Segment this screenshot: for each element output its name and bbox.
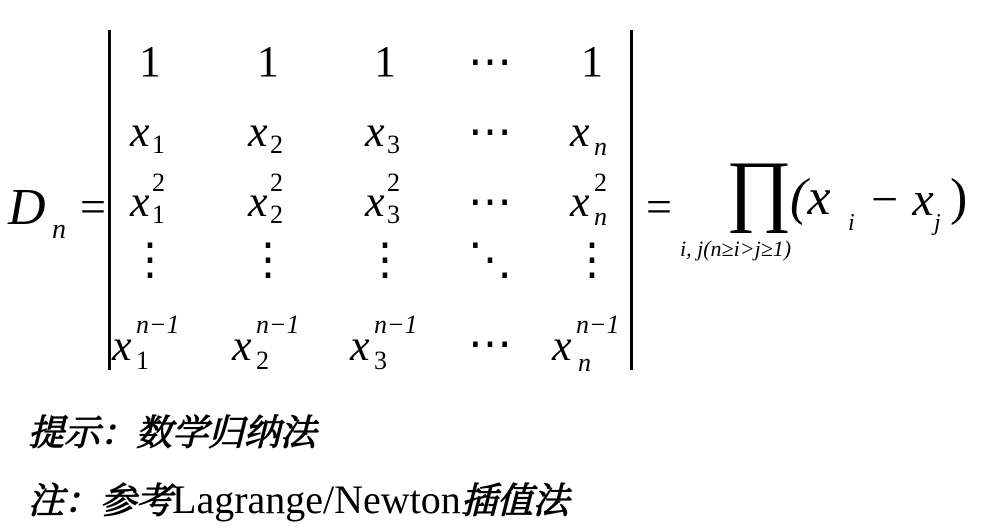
cell-r4-c1: ⋮: [128, 235, 172, 284]
cell-r3-c3: x: [365, 177, 385, 226]
cell-r5-c5-sup: n−1: [576, 310, 620, 339]
cell-r4-c3: ⋮: [363, 235, 407, 284]
rhs-equals: =: [646, 181, 672, 232]
note-line: [28, 477, 569, 522]
determinant-left-bar: [108, 30, 111, 370]
rhs-close-paren: ): [950, 169, 968, 226]
cell-r5-c5-sub: n: [578, 348, 591, 377]
cell-r3-c1-sup: 2: [152, 168, 165, 197]
cell-r5-c1-sup: n−1: [136, 310, 180, 339]
cell-r1-c1: 1: [139, 37, 161, 86]
cell-r3-c5: x: [570, 177, 590, 226]
lhs-index: n: [52, 214, 66, 245]
cell-r5-c3-sub: 3: [374, 346, 387, 375]
cell-r2-c3: x: [365, 107, 385, 156]
hint-text: 数学归纳法: [136, 413, 317, 453]
cell-r3-c3-sub: 3: [387, 200, 400, 229]
cell-r2-c3-sub: 3: [387, 130, 400, 159]
cell-r3-c5-sup: 2: [594, 168, 607, 197]
cell-r5-c5: x: [552, 321, 572, 370]
cell-r3-c4: ⋯: [468, 177, 512, 226]
cell-r5-c1-sub: 1: [136, 346, 149, 375]
lhs-equals: =: [80, 181, 106, 232]
cell-r5-c3-sup: n−1: [374, 310, 418, 339]
cell-r3-c2: x: [248, 177, 268, 226]
cell-r5-c2-sup: n−1: [256, 310, 300, 339]
lhs-symbol: D: [8, 179, 46, 236]
cell-r5-c2-sub: 2: [256, 346, 269, 375]
cell-r4-c5: ⋮: [570, 235, 614, 284]
rhs-minus-x: − x: [868, 173, 934, 226]
cell-r5-c4: ⋯: [468, 319, 512, 368]
cell-r1-c5: 1: [581, 37, 603, 86]
cell-r2-c1: x: [130, 107, 150, 156]
note-text-2: 插值法: [460, 481, 569, 521]
rhs-sub-i: i: [848, 210, 855, 236]
cell-r1-c4: ⋯: [468, 37, 512, 86]
cell-r3-c1-sub: 1: [152, 200, 165, 229]
cell-r2-c1-sub: 1: [152, 130, 165, 159]
cell-r3-c1: x: [130, 177, 150, 226]
cell-r5-c2: x: [232, 321, 252, 370]
note-label: 注：: [28, 481, 101, 521]
note-text-latin: Lagrange/Newton: [172, 477, 461, 522]
product-condition: i, j(n≥i>j≥1): [680, 236, 792, 261]
cell-r2-c4: ⋯: [468, 107, 512, 156]
rhs-open-paren-x: (x: [790, 169, 831, 226]
product-symbol: ∏: [726, 146, 792, 234]
cell-r3-c3-sup: 2: [387, 168, 400, 197]
cell-r2-c2-sub: 2: [270, 130, 283, 159]
hint-label: 提示：: [28, 413, 137, 453]
cell-r5-c1: x: [112, 321, 132, 370]
cell-r2-c5-sub: n: [594, 132, 607, 161]
cell-r4-c2: ⋮: [246, 235, 290, 284]
note-text-1: 参考: [100, 481, 173, 521]
cell-r1-c2: 1: [257, 37, 279, 86]
cell-r3-c2-sub: 2: [270, 200, 283, 229]
cell-r2-c5: x: [570, 107, 590, 156]
cell-r3-c5-sub: n: [594, 202, 607, 231]
cell-r5-c3: x: [350, 321, 370, 370]
cell-r4-c4: ⋱: [468, 235, 512, 284]
cell-r3-c2-sup: 2: [270, 168, 283, 197]
hint-line: [28, 415, 316, 451]
cell-r1-c3: 1: [374, 37, 396, 86]
rhs-sub-j: j: [934, 210, 941, 236]
determinant-right-bar: [630, 30, 633, 370]
cell-r2-c2: x: [248, 107, 268, 156]
